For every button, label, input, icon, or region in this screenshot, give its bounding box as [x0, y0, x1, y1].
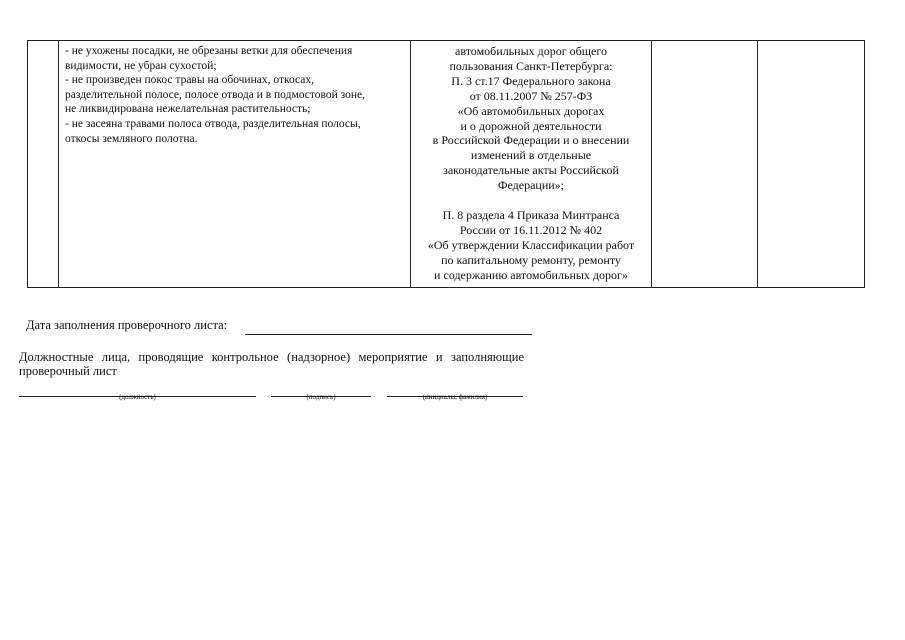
legal-line: и содержанию автомобильных дорог»	[434, 267, 628, 282]
legal-line: изменений в отдельные	[470, 148, 592, 163]
legal-line: пользования Санкт-Петербурга:	[449, 58, 613, 73]
name-caption: (инициалы, фамилия)	[422, 393, 488, 401]
violation-line: откосы земляного полотна.	[65, 132, 198, 145]
legal-line: от 08.11.2007 № 257-ФЗ	[469, 88, 593, 103]
date-field-line[interactable]	[245, 334, 532, 335]
violation-line: разделительной полосе, полосе отвода и в подмостовой зоне,	[65, 88, 365, 101]
violation-line: не ликвидирована нежелательная растительность;	[65, 103, 311, 116]
table-column-divider	[757, 40, 758, 288]
table-bottom-border	[27, 287, 865, 288]
legal-line: и о дорожной деятельности	[460, 118, 602, 133]
violation-line: - не засеяна травами полоса отвода, разделительная полосы,	[65, 117, 361, 130]
violation-line: - не произведен покос травы на обочинах, откосах,	[65, 74, 314, 87]
violation-line: видимости, не убран сухостой;	[65, 59, 217, 72]
legal-line: в Российской Федерации и о внесении	[432, 133, 630, 148]
legal-line: «Об автомобильных дорогах	[457, 103, 605, 118]
legal-line: П. 8 раздела 4 Приказа Минтранса	[442, 208, 620, 223]
checklist-table	[27, 40, 865, 288]
legal-line: Федерации»;	[497, 178, 564, 193]
violations-cell	[65, 44, 417, 146]
legal-line: России от 16.11.2012 № 402	[459, 222, 603, 237]
table-top-border	[27, 40, 865, 41]
date-label: Дата заполнения проверочного листа:	[26, 318, 228, 332]
signature-caption: (подпись)	[306, 393, 336, 401]
table-column-divider	[58, 40, 59, 288]
legal-line: П. 3 ст.17 Федерального закона	[451, 73, 611, 88]
violation-line: - не ухожены посадки, не обрезаны ветки для обеспечения	[65, 45, 353, 57]
legal-line: по капитальному ремонту, ремонту	[441, 252, 621, 267]
table-border-right	[864, 40, 865, 288]
legal-line: автомобильных дорог общего	[455, 44, 607, 58]
legal-reference-cell	[409, 44, 653, 283]
position-caption: (должность)	[119, 393, 156, 401]
officials-label: Должностные лица, проводящие контрольное (надзорное) мероприятие и заполняющие проверочный лист	[19, 350, 524, 378]
table-border-left	[27, 40, 28, 288]
legal-line: «Об утверждении Классификации работ	[427, 237, 635, 252]
paragraph-gap	[409, 193, 653, 208]
legal-line: законодательные акты Российской	[443, 163, 619, 178]
